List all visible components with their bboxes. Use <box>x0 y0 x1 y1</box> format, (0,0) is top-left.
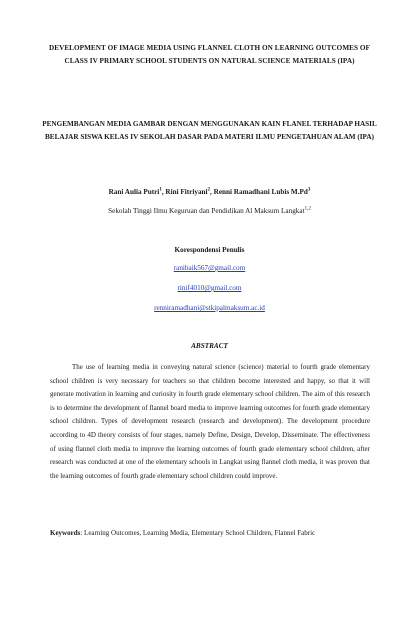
keywords-label: Keywords <box>50 529 81 537</box>
email-link[interactable]: rinif4010@gmail.com <box>177 284 242 292</box>
author-affiliation-mark: 2 <box>207 187 211 193</box>
author-affiliation-mark: 1 <box>159 187 162 193</box>
abstract-heading: ABSTRACT <box>191 342 228 350</box>
author-name: Renni Ramadhani Lubis M.Pd <box>213 188 308 196</box>
author-name: Rani Aulia Putri <box>108 188 160 196</box>
abstract-body: The use of learning media in conveying natural science (science) material to fourth grade elementary school children is very necessary for teachers so that children become interested and happy, so that it will generate motivation in learning and curiosity in fourth grade elementary school children. The aim of this research is to determine the development of flannel board media to improve learning outcomes for fourth grade elementary school children. Types of development research (research and development). The development procedure according to 4D theory consists of four stages, namely Define, Design, Develop, Disseminate. The effectiveness of using flannel cloth media to improve the learning outcomes of fourth grade elementary school children, after research was conducted at one of the elementary schools in Langkat using flannel cloth media, it was proven that the learning outcomes of fourth grade elementary school children could improve. <box>50 363 370 480</box>
keywords <box>50 528 380 538</box>
affiliation-text: Sekolah Tinggi Ilmu Keguruan dan Pendidikan Al Maksum Langkat <box>108 207 305 215</box>
affiliation-mark: 1,2 <box>304 206 311 212</box>
affiliation <box>20 206 399 216</box>
author-name: Rini Fitriyani <box>165 188 208 196</box>
email-link[interactable]: renniramadhani@stkipalmaksum.ac.id <box>154 304 265 312</box>
keywords-text: : Learning Outcomes, Learning Media, Elementary School Children, Flannel Fabric <box>80 529 316 537</box>
author-affiliation-mark: 3 <box>307 187 311 193</box>
indonesian-title: PENGEMBANGAN MEDIA GAMBAR DENGAN MENGGUNAKAN KAIN FLANEL TERHADAP HASIL BELAJAR SISWA KELAS IV SEKOLAH DASAR PADA MATERI ILMU PENGETAHUAN ALAM (IPA) <box>42 120 377 141</box>
english-title: DEVELOPMENT OF IMAGE MEDIA USING FLANNEL CLOTH ON LEARNING OUTCOMES OF CLASS IV PRIMARY SCHOOL STUDENTS ON NATURAL SCIENCE MATERIALS (IPA) <box>49 44 370 65</box>
author-list: Rani Aulia Putri$^1$, Rini Fitriyani$^2$, Renni Ramadhani Lubis M.Pd$^3$ <box>108 187 311 196</box>
correspondence-heading: Korespondensi Penulis <box>174 246 245 254</box>
email-link[interactable]: ranibaik567@gmail.com <box>173 264 246 272</box>
